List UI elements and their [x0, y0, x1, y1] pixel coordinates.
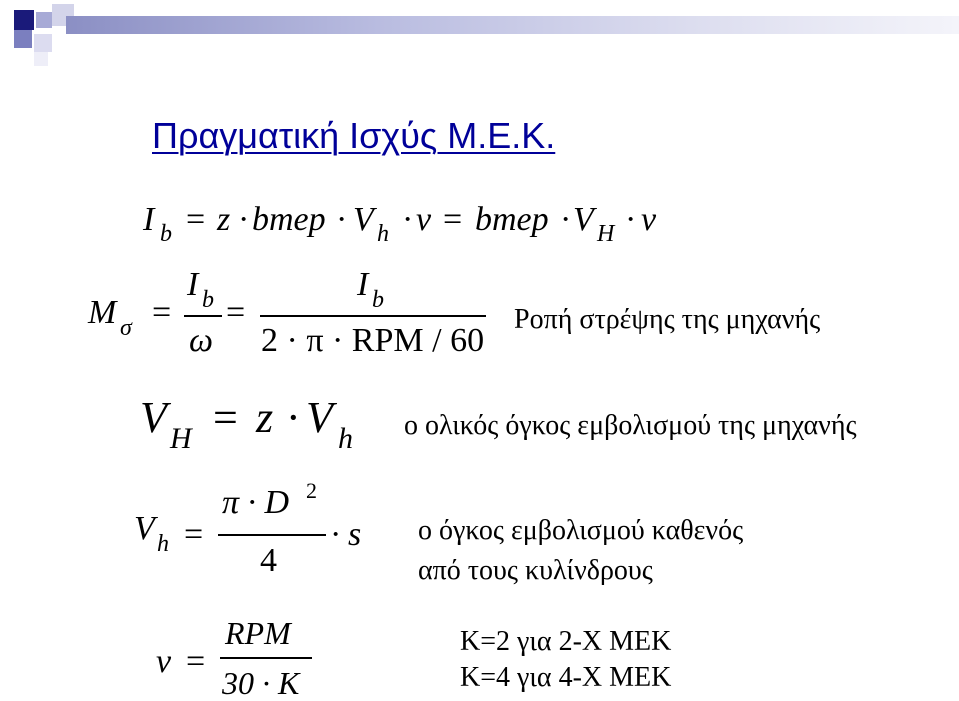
eq1-dot-2: · — [336, 201, 348, 238]
deco-square-4 — [14, 30, 32, 48]
eq3-h-sub: h — [338, 422, 353, 455]
eq4-V: V — [134, 510, 155, 547]
eq1-bmep-2: bmep — [475, 201, 549, 238]
eq1-dot-5: · — [625, 201, 637, 238]
eq1-I: I — [143, 201, 155, 238]
eq2-denominator: 2 · π · RPM / 60 — [261, 322, 485, 359]
eq1-bmep: bmep — [252, 201, 326, 238]
eq5-numerator: RPM — [225, 615, 291, 651]
total-volume-description: ο ολικός όγκος εμβολισμού της μηχανής — [404, 410, 857, 441]
eq3-dot: · — [286, 393, 301, 442]
eq1-z: z — [217, 201, 231, 238]
eq2-I: I — [187, 266, 199, 303]
eq1-nu-2: ν — [641, 201, 657, 238]
eq1-b-sub: b — [160, 221, 172, 247]
eq1-h-sub: h — [377, 221, 389, 247]
eq3-V-2: V — [306, 393, 333, 442]
k-four-stroke: Κ=4 για 4-Χ ΜΕΚ — [460, 662, 672, 693]
eq4-numerator: π · D — [222, 484, 290, 521]
eq5-equals: = — [186, 643, 206, 680]
deco-square-5 — [34, 34, 52, 52]
cylinder-volume-description-2: από τους κυλίνδρους — [418, 555, 653, 586]
eq2-omega: ω — [189, 322, 214, 359]
eq1-equals: = — [186, 201, 206, 238]
eq2-fraction-bar-1 — [184, 315, 222, 317]
eq2-equals: = — [152, 294, 172, 331]
eq1-V-2: V — [573, 201, 594, 238]
eq2-equals-2: = — [226, 294, 246, 331]
eq5-fraction-bar — [220, 657, 312, 659]
eq4-fraction-bar — [218, 534, 326, 536]
eq2-fraction-bar-2 — [260, 315, 486, 317]
torque-description: Ροπή στρέψης της μηχανής — [514, 304, 821, 335]
eq3-equals: = — [213, 393, 238, 442]
deco-square-1 — [14, 10, 34, 30]
eq1-dot-4: · — [560, 201, 572, 238]
eq4-superscript: 2 — [306, 478, 317, 503]
eq1-dot-3: · — [402, 201, 414, 238]
eq4-denominator: 4 — [260, 542, 277, 579]
eq2-I-2: I — [357, 266, 369, 303]
eq1-nu: ν — [416, 201, 432, 238]
eq3-V: V — [140, 393, 167, 442]
header-gradient-bar — [66, 16, 959, 34]
eq2-b-sub: b — [202, 287, 214, 313]
eq1-dot-1: · — [238, 201, 250, 238]
eq2-b-sub-2: b — [372, 287, 384, 313]
eq1-equals-2: = — [443, 201, 463, 238]
k-two-stroke: Κ=2 για 2-Χ ΜΕΚ — [460, 626, 672, 657]
eq1-V: V — [353, 201, 374, 238]
eq2-sigma-sub: σ — [120, 315, 132, 341]
deco-square-2 — [36, 12, 52, 28]
deco-square-6 — [34, 52, 48, 66]
eq1-H-sub: H — [597, 221, 615, 247]
eq5-nu: ν — [156, 643, 172, 680]
eq4-h-sub: h — [157, 531, 169, 557]
eq5-denominator: 30 · K — [222, 665, 300, 701]
eq4-dot: · — [330, 516, 342, 553]
eq4-equals: = — [184, 516, 204, 553]
eq4-s: s — [348, 516, 362, 553]
eq3-H-sub: H — [170, 422, 192, 455]
eq3-z: z — [256, 393, 274, 442]
slide-title: Πραγματική Ισχύς Μ.Ε.Κ. — [152, 115, 556, 156]
eq2-M: M — [88, 294, 117, 331]
cylinder-volume-description-1: ο όγκος εμβολισμού καθενός — [418, 515, 744, 546]
